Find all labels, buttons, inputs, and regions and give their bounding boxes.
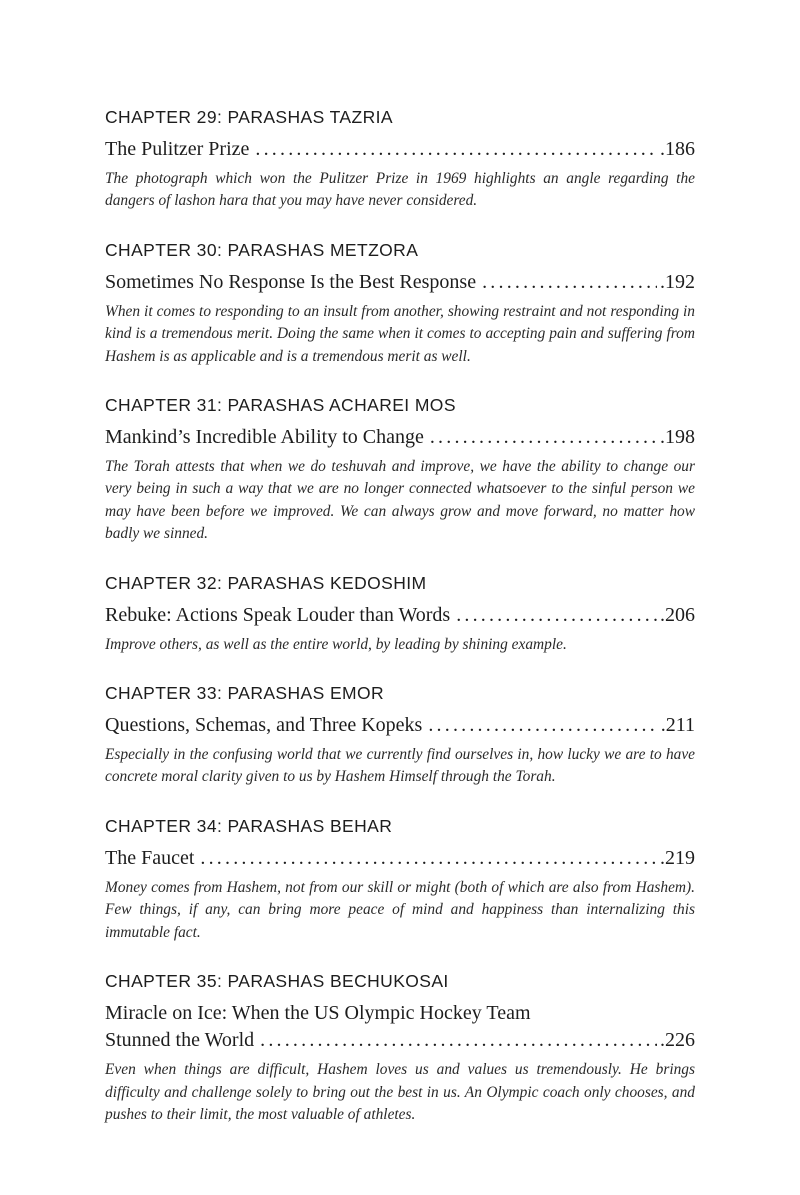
toc-entry-chapter-31: [105, 394, 695, 546]
page-number: .192: [660, 270, 695, 293]
entry-description: Improve others, as well as the entire world, by leading by shining example.: [105, 635, 567, 653]
toc-title-line[interactable]: [105, 269, 695, 296]
entry-description: Money comes from Hashem, not from our skill or might (both of which are also from Hashem). Few things, if any, can bring more peace of mind and happiness than internalizing this immutable fact.: [105, 878, 695, 941]
page-number: .206: [660, 603, 695, 626]
toc-entry-chapter-35: [105, 970, 695, 1126]
page-number: .219: [660, 846, 695, 869]
entry-description: The photograph which won the Pulitzer Prize in 1969 highlights an angle regarding the dangers of lashon hara that you may have never considered.: [105, 170, 695, 210]
toc-title-line[interactable]: [105, 1027, 695, 1054]
entry-title-first-line[interactable]: Miracle on Ice: When the US Olympic Hockey Team: [105, 1002, 531, 1025]
toc-entry-chapter-30: [105, 239, 695, 368]
entry-title: Stunned the World: [105, 1029, 255, 1052]
entry-title: The Faucet: [105, 846, 195, 869]
toc-entry-chapter-33: [105, 682, 695, 789]
dot-leader: [482, 269, 657, 296]
chapter-heading: CHAPTER 30: PARASHAS METZORA: [105, 239, 419, 260]
entry-title: Rebuke: Actions Speak Louder than Words: [105, 603, 451, 626]
page-number: .226: [660, 1029, 695, 1052]
page-number: .186: [660, 138, 695, 160]
chapter-heading: CHAPTER 31: PARASHAS ACHAREI MOS: [105, 395, 456, 416]
entry-description: Even when things are difficult, Hashem loves us and values us tremendously. He brings difficulty and challenge solely to bring out the best in us. An Olympic coach only chooses, and pushes to their limit, the most valuable of athletes.: [105, 1061, 695, 1123]
page-number: .211: [660, 714, 695, 737]
toc-title-line[interactable]: [105, 845, 695, 872]
toc-title-line[interactable]: [105, 424, 695, 451]
chapter-heading: CHAPTER 34: PARASHAS BEHAR: [105, 815, 393, 836]
toc-title-line[interactable]: [105, 136, 695, 163]
dot-leader: [430, 424, 657, 451]
chapter-heading: CHAPTER 35: PARASHAS BECHUKOSAI: [105, 971, 449, 992]
page-number: .198: [660, 426, 695, 449]
entry-description: Especially in the confusing world that we currently find ourselves in, how lucky we are to have concrete moral clarity given to us by Hashem Himself through the Torah.: [105, 746, 695, 786]
dot-leader: [456, 602, 657, 629]
toc-entry-chapter-32: [105, 572, 695, 656]
entry-title: Sometimes No Response Is the Best Response: [105, 270, 477, 293]
table-of-contents: [105, 106, 695, 1152]
entry-description: When it comes to responding to an insult from another, showing restraint and not responding in kind is a tremendous merit. Doing the same when it comes to accepting pain and suffering from Hashem is as applicable and is a tremendous merit as well.: [105, 302, 695, 365]
chapter-heading: CHAPTER 29: PARASHAS TAZRIA: [105, 107, 393, 127]
chapter-heading: CHAPTER 32: PARASHAS KEDOSHIM: [105, 572, 427, 593]
toc-title-line[interactable]: [105, 602, 695, 629]
dot-leader: [260, 1027, 657, 1054]
dot-leader: [428, 712, 657, 739]
chapter-heading: CHAPTER 33: PARASHAS EMOR: [105, 683, 385, 704]
toc-entry-chapter-34: [105, 815, 695, 944]
entry-title: The Pulitzer Prize: [105, 138, 250, 160]
dot-leader: [255, 136, 657, 163]
toc-title-line[interactable]: [105, 712, 695, 739]
dot-leader: [200, 845, 657, 872]
entry-title: Questions, Schemas, and Three Kopeks: [105, 714, 423, 737]
toc-entry-chapter-29: [105, 106, 695, 213]
entry-description: The Torah attests that when we do teshuvah and improve, we have the ability to change our very being in such a way that we are no longer connected whatsoever to the sinful person we may have been before we improved. We can always grow and move forward, no matter how badly we sinned.: [105, 458, 695, 543]
entry-title: Mankind’s Incredible Ability to Change: [105, 426, 424, 449]
